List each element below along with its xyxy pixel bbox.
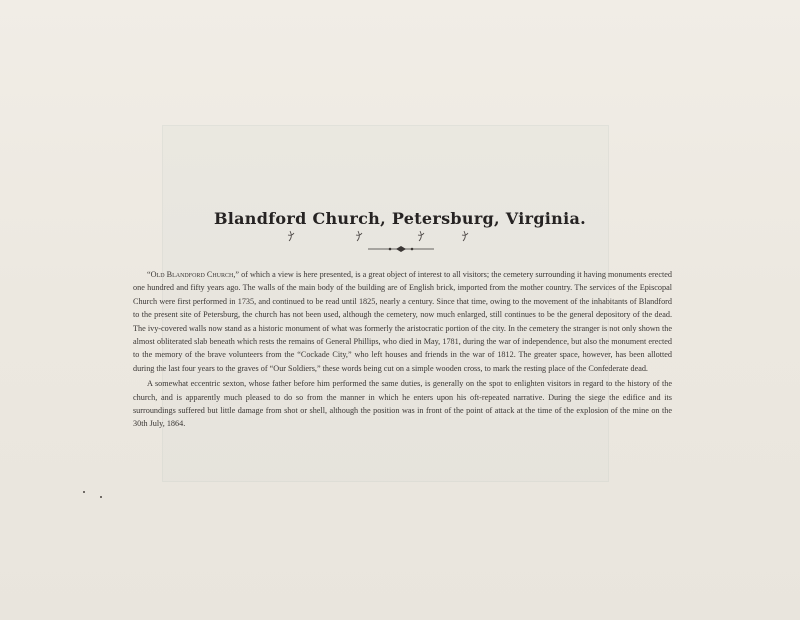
- open-quote: “: [147, 270, 151, 279]
- title-flourish-icon: [282, 229, 522, 243]
- paragraph-1-body: ,” of which a view is here presented, is a great object of interest to all visitors; the cemetery surrounding it having monuments erected one hundred and fifty years ago. The walls of the main body of the building are of English brick, imported from the mother country. The services of the Episcopal Church were first performed in 1735, and continued to be read until 1825, nearly a century. Since that time, owing to the movement of the inhabitants of Blandford to the present site of Petersburg, the church has not been used, although the cemetery, now much enlarged, still continues to be the general depository of the dead. The ivy-covered walls now stand as a historic monument of what was formerly the aristocratic portion of the city. In the cemetery the stranger is not only shown the almost obliterated slab beneath which rests the remains of General Phillips, who died in May, 1781, during the war of independence, but also the monument erected to the memory of the brave volunteers from the “Cockade City,” who left houses and friends in the war of 1812. The greater space, however, has been allotted during the last four years to the graves of “Our Soldiers,” these words being cut on a simple wooden cross, to mark the resting place of the Confederate dead.: [133, 270, 672, 373]
- church-name: Old Blandford Church: [150, 270, 234, 279]
- paragraph-2: A somewhat eccentric sexton, whose father before him performed the same duties, is generally on the spot to enlighten visitors in regard to the history of the church, and is apparently much pleased to do so from the manner in which he enters upon his oft-repeated narrative. During the siege the edifice and its surroundings suffered but little damage from shot or shell, although the position was in front of the point of attack at the time of the explosion of the mine on the 30th July, 1864.: [133, 379, 672, 429]
- ornamental-divider-icon: [366, 245, 436, 253]
- paragraph-1: [133, 268, 672, 375]
- page-title: Blandford Church, Petersburg, Virginia.: [213, 209, 587, 228]
- body-text: [133, 268, 672, 431]
- ink-speck: [100, 496, 102, 498]
- ink-speck: [83, 491, 85, 493]
